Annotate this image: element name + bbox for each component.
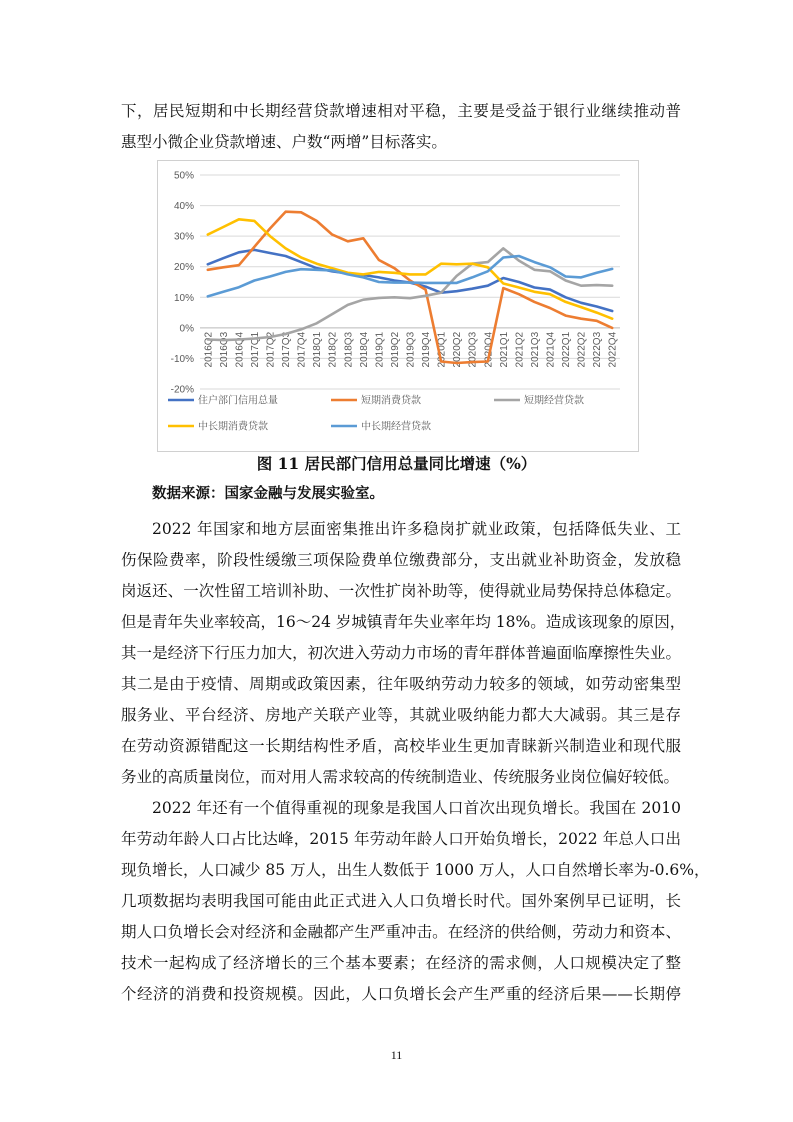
legend-label: 中长期消费贷款 <box>198 421 268 433</box>
x-tick-label: 2019Q1 <box>374 331 386 368</box>
legend-label: 短期消费贷款 <box>361 395 421 407</box>
x-tick-label: 2016Q4 <box>234 331 246 368</box>
text-line: 下，居民短期和中长期经营贷款增速相对平稳，主要是受益于银行业继续推动普 <box>121 102 681 120</box>
x-tick-label: 2016Q2 <box>203 331 215 368</box>
text-line: 现负增长，人口减少 85 万人，出生人数低于 1000 万人，人口自然增长率为-0.6%， <box>121 861 710 879</box>
text-line: 2022 年国家和地方层面密集推出许多稳岗扩就业政策，包括降低失业、工 <box>152 520 681 538</box>
x-tick-label: 2022Q2 <box>576 331 588 368</box>
text-line: 在劳动资源错配这一长期结构性矛盾，高校毕业生更加青睐新兴制造业和现代服 <box>121 737 681 755</box>
legend-label: 中长期经营贷款 <box>361 421 431 433</box>
x-tick-label: 2019Q4 <box>421 331 433 368</box>
x-tick-label: 2020Q2 <box>452 331 464 368</box>
x-tick-label: 2022Q3 <box>592 331 604 368</box>
page-number: 11 <box>390 1048 403 1062</box>
x-tick-label: 2016Q3 <box>218 331 230 368</box>
x-tick-label: 2021Q2 <box>514 331 526 368</box>
x-tick-label: 2018Q3 <box>343 331 355 368</box>
x-tick-label: 2021Q1 <box>498 331 510 368</box>
intro-paragraph <box>121 96 681 158</box>
text-line: 个经济的消费和投资规模。因此，人口负增长会产生严重的经济后果——长期停 <box>121 985 681 1003</box>
y-tick-label: 20% <box>173 262 194 274</box>
text-line: 年劳动年龄人口占比达峰，2015 年劳动年龄人口开始负增长，2022 年总人口出 <box>121 830 681 848</box>
text-line: 岗返还、一次性留工培训补助、一次性扩岗补助等，使得就业局势保持总体稳定。 <box>121 582 681 600</box>
x-tick-label: 2018Q1 <box>312 331 324 368</box>
y-tick-label: 30% <box>173 231 194 243</box>
text-line: 但是青年失业率较高，16～24 岁城镇青年失业率年均 18%。造成该现象的原因， <box>121 613 686 631</box>
text-line: 惠型小微企业贷款增速、户数“两增”目标落实。 <box>121 133 447 151</box>
y-tick-label: 10% <box>173 292 194 304</box>
y-tick-label: -20% <box>170 384 194 396</box>
x-tick-label: 2017Q1 <box>249 331 261 368</box>
x-tick-label: 2018Q2 <box>327 331 339 368</box>
x-tick-label: 2022Q1 <box>561 331 573 368</box>
text-line: 期人口负增长会对经济和金融都产生严重冲击。在经济的供给侧，劳动力和资本、 <box>121 923 681 941</box>
text-line: 其二是由于疫情、周期或政策因素，往年吸纳劳动力较多的领域，如劳动密集型 <box>121 675 681 693</box>
x-tick-label: 2022Q4 <box>607 331 619 368</box>
text-line: 其一是经济下行压力加大，初次进入劳动力市场的青年群体普遍面临摩擦性失业。 <box>121 644 681 662</box>
paragraph-population <box>121 793 710 1010</box>
x-tick-label: 2021Q4 <box>545 331 557 368</box>
x-tick-label: 2020Q3 <box>467 331 479 368</box>
text-line: 务业的高质量岗位，而对用人需求较高的传统制造业、传统服务业岗位偏好较低。 <box>121 768 680 786</box>
y-tick-label: 40% <box>173 201 194 213</box>
x-tick-label: 2019Q2 <box>389 331 401 368</box>
figure-caption: 图 11 居民部门信用总量同比增速（%） <box>256 454 537 473</box>
legend-label: 住户部门信用总量 <box>198 395 278 407</box>
y-tick-label: 50% <box>173 170 194 182</box>
x-tick-label: 2020Q1 <box>436 331 448 368</box>
y-tick-label: -10% <box>170 353 194 365</box>
text-line: 服务业、平台经济、房地产关联产业等，其就业吸纳能力都大大减弱。其三是存 <box>121 706 681 724</box>
y-tick-label: 0% <box>179 323 194 335</box>
x-tick-label: 2019Q3 <box>405 331 417 368</box>
text-line: 几项数据均表明我国可能由此正式进入人口负增长时代。国外案例早已证明，长 <box>121 892 681 910</box>
x-tick-label: 2020Q4 <box>483 331 495 368</box>
text-line: 技术一起构成了经济增长的三个基本要素；在经济的需求侧，人口规模决定了整 <box>121 954 681 972</box>
text-line: 2022 年还有一个值得重视的现象是我国人口首次出现负增长。我国在 2010 <box>152 799 681 817</box>
line-chart <box>158 161 638 451</box>
chart-container <box>157 160 639 452</box>
paragraph-employment <box>121 514 686 793</box>
text-line: 伤保险费率，阶段性缓缴三项保险费单位缴费部分，支出就业补助资金，发放稳 <box>121 551 681 569</box>
x-tick-label: 2017Q2 <box>265 331 277 368</box>
legend-label: 短期经营贷款 <box>524 395 584 407</box>
data-source-note: 数据来源：国家金融与发展实验室。 <box>152 485 384 502</box>
x-tick-label: 2017Q3 <box>281 331 293 368</box>
x-tick-label: 2017Q4 <box>296 331 308 368</box>
x-tick-label: 2021Q3 <box>529 331 541 368</box>
x-tick-label: 2018Q4 <box>358 331 370 368</box>
